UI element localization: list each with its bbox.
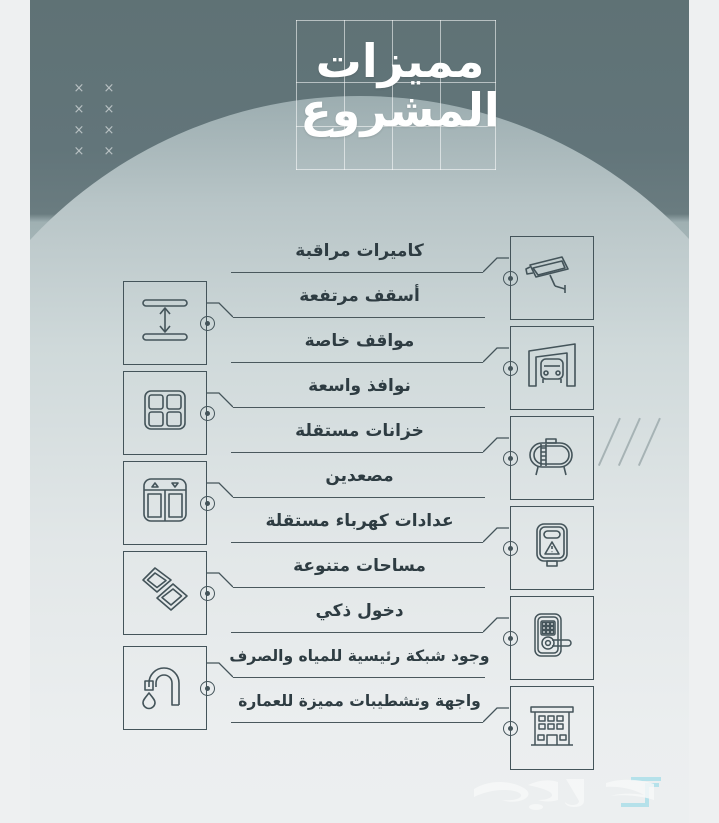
feature-icon-tile-7: [510, 506, 594, 590]
feature-icon-tile-5: [510, 416, 594, 500]
feature-icon-tile-10: [123, 646, 207, 730]
title-line-1: مميزات: [315, 33, 485, 88]
electric-meter-icon: [522, 515, 582, 575]
x-mark: ×: [103, 144, 115, 159]
feature-icon-tile-4: [123, 371, 207, 455]
feature-label-9: دخول ذكي: [315, 601, 404, 621]
feature-label-10: وجود شبكة رئيسية للمياه والصرف: [229, 647, 490, 665]
feature-label-6: مصعدين: [325, 466, 394, 486]
page-title: [260, 33, 540, 137]
feature-label-11: واجهة وتشطيبات مميزة للعمارة: [238, 692, 481, 710]
connector-knob-3: [503, 361, 518, 376]
building-facade-icon: [522, 695, 582, 755]
connector-knob-10: [200, 681, 215, 696]
connector-knob-7: [503, 541, 518, 556]
x-mark: ×: [73, 81, 85, 96]
feature-icon-tile-1: [510, 236, 594, 320]
elevator-icon: [135, 470, 195, 530]
feature-label-4: نوافذ واسعة: [308, 376, 411, 396]
feature-label-5: خزانات مستقلة: [295, 421, 424, 441]
feature-icon-tile-9: [510, 596, 594, 680]
feature-icon-tile-3: [510, 326, 594, 410]
smart-lock-icon: [522, 605, 582, 665]
connector-knob-8: [200, 586, 215, 601]
garage-parking-icon: [522, 335, 582, 395]
haraj-watermark: [466, 755, 681, 817]
feature-icon-tile-2: [123, 281, 207, 365]
x-marks-decoration: [64, 78, 124, 162]
ceiling-height-icon: [135, 290, 195, 350]
connector-knob-5: [503, 451, 518, 466]
feature-label-7: عدادات كهرباء مستقلة: [265, 511, 454, 531]
feature-label-8: مساحات متنوعة: [293, 556, 426, 576]
feature-icon-tile-8: [123, 551, 207, 635]
x-mark: ×: [103, 123, 115, 138]
x-mark: ×: [73, 102, 85, 117]
water-pipe-icon: [135, 655, 195, 715]
feature-icon-tile-6: [123, 461, 207, 545]
x-mark: ×: [103, 102, 115, 117]
feature-label-2: أسقف مرتفعة: [299, 286, 420, 306]
connector-knob-6: [200, 496, 215, 511]
water-tank-icon: [522, 425, 582, 485]
x-mark: ×: [73, 144, 85, 159]
feature-label-1: كاميرات مراقبة: [295, 241, 424, 261]
connector-knob-2: [200, 316, 215, 331]
x-mark: ×: [103, 81, 115, 96]
title-line-2: المشروع: [300, 82, 500, 137]
connector-knob-4: [200, 406, 215, 421]
x-mark: ×: [73, 123, 85, 138]
cctv-camera-icon: [522, 245, 582, 305]
connector-knob-11: [503, 721, 518, 736]
connector-knob-9: [503, 631, 518, 646]
areas-diamonds-icon: [135, 560, 195, 620]
poster-panel: [30, 0, 689, 823]
window-icon: [135, 380, 195, 440]
connector-knob-1: [503, 271, 518, 286]
feature-label-3: مواقف خاصة: [304, 331, 415, 351]
